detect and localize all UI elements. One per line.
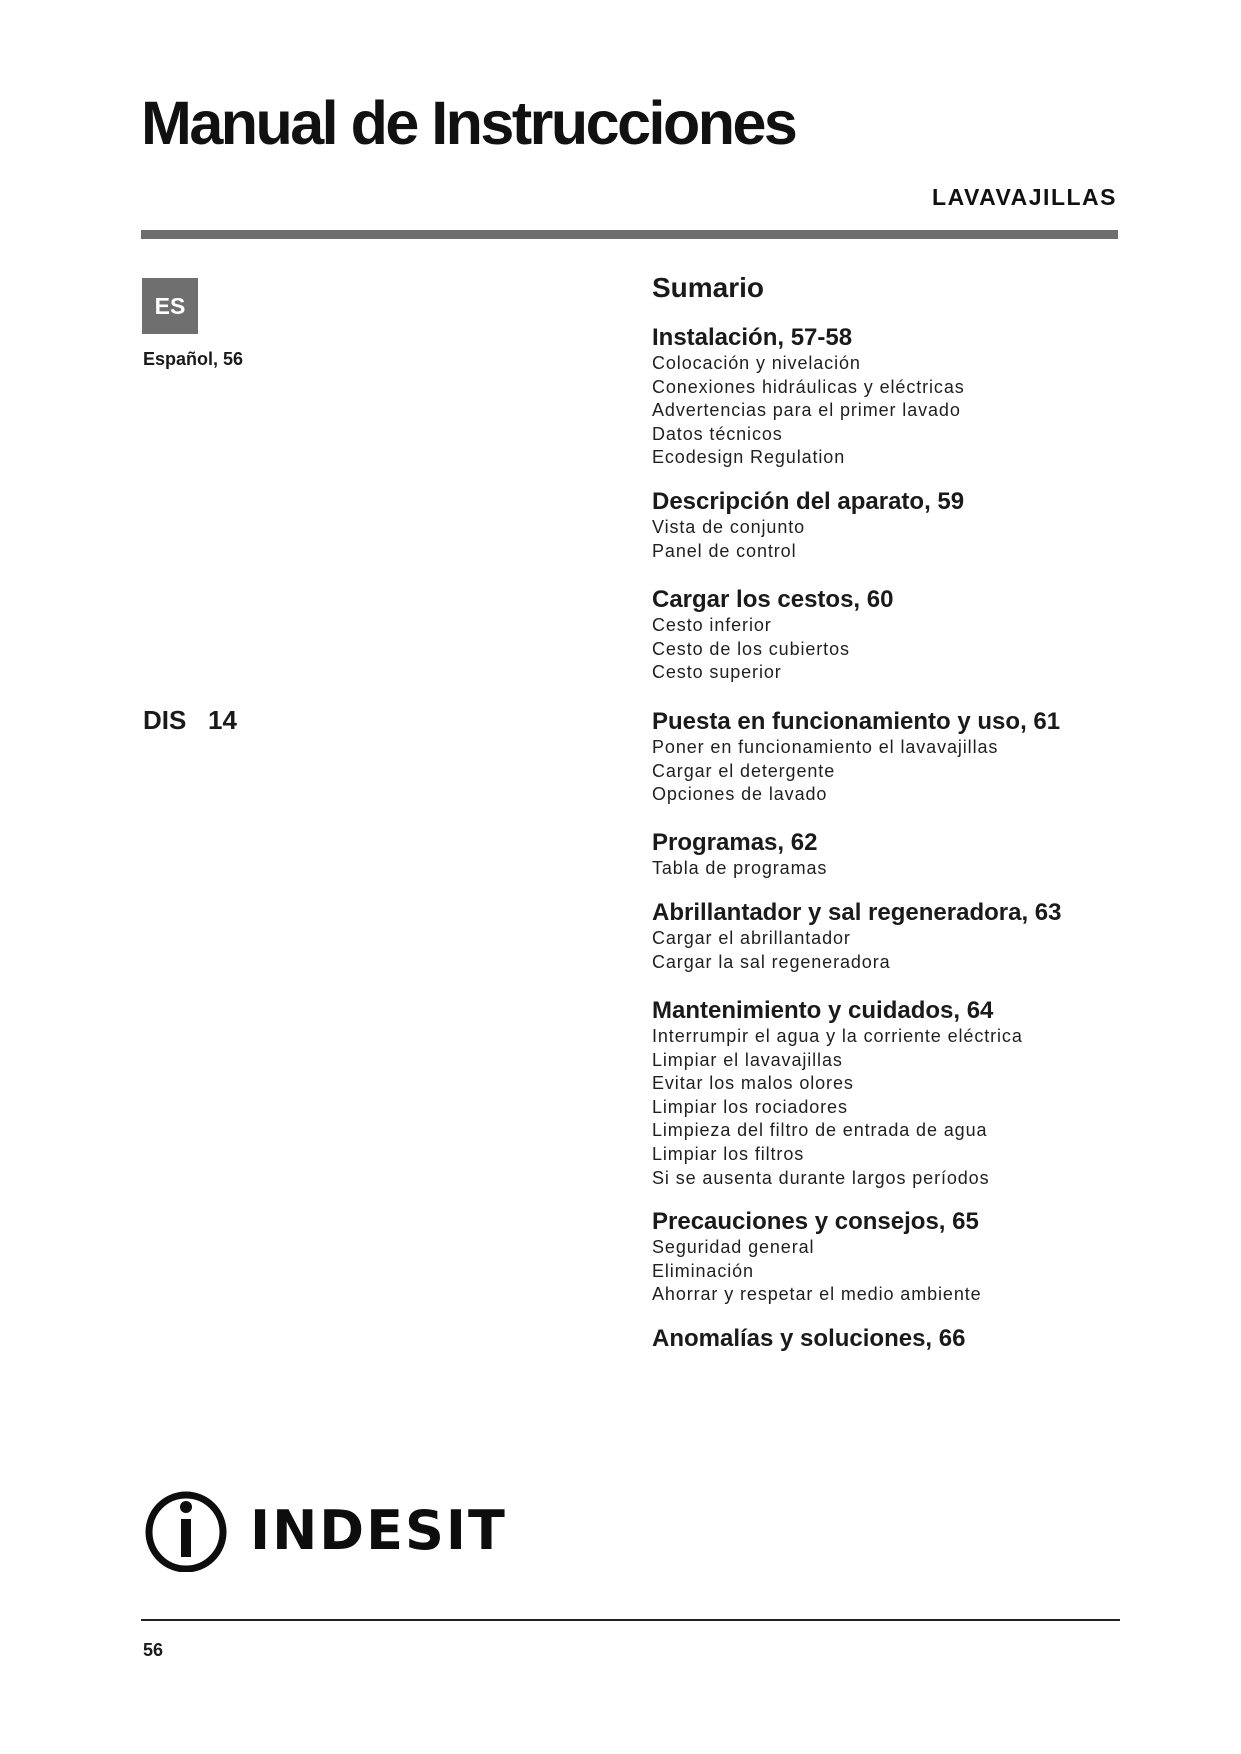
page-number: 56 [143, 1640, 164, 1660]
language-badge: ES [142, 278, 198, 334]
toc-item: Cargar el detergente [652, 760, 836, 781]
toc-section-title: Puesta en funcionamiento y uso, 61 [652, 708, 1061, 735]
toc-item: Panel de control [652, 540, 797, 561]
toc-item: Colocación y nivelación [652, 353, 861, 373]
toc-item: Vista de conjunto [652, 517, 806, 537]
toc-item: Limpiar los filtros [652, 1143, 805, 1164]
toc-section-title: Programas, 62 [652, 829, 818, 856]
brand-logo [142, 1488, 507, 1572]
toc-section-appliance-description [652, 488, 1172, 563]
toc-section-title: Abrillantador y sal regeneradora, 63 [652, 899, 1062, 926]
language-page-ref: Español, 56 [143, 349, 244, 369]
toc-item: Datos técnicos [652, 423, 783, 444]
toc-item: Ahorrar y respetar el medio ambiente [652, 1284, 982, 1305]
toc-item: Evitar los malos olores [652, 1073, 854, 1094]
toc-section-title: Mantenimiento y cuidados, 64 [652, 997, 994, 1024]
toc-heading: Sumario [652, 272, 765, 303]
toc-section-title: Descripción del aparato, 59 [652, 488, 965, 515]
toc-item: Cesto inferior [652, 615, 772, 635]
toc-item: Interrumpir el agua y la corriente eléctrica [652, 1026, 1023, 1046]
info-circle-icon [142, 1488, 244, 1572]
toc-section-programmes [652, 829, 1172, 881]
toc-section-title: Precauciones y consejos, 65 [652, 1208, 979, 1235]
toc-item: Seguridad general [652, 1237, 815, 1257]
toc-section-title: Anomalías y soluciones, 66 [652, 1325, 966, 1352]
model-number: DIS 14 [143, 705, 237, 735]
toc-item: Ecodesign Regulation [652, 447, 846, 468]
toc-section-installation [652, 324, 1172, 470]
toc-item: Eliminación [652, 1260, 754, 1281]
document-title: Manual de Instrucciones [141, 89, 796, 157]
toc-item: Limpiar los rociadores [652, 1096, 848, 1117]
toc-item: Cargar la sal regeneradora [652, 951, 891, 972]
toc-section-maintenance-and-care [652, 997, 1172, 1190]
footer-divider [141, 1619, 1120, 1621]
header-divider [141, 230, 1118, 239]
toc-item: Conexiones hidráulicas y eléctricas [652, 376, 965, 397]
brand-wordmark: INDESIT [250, 1499, 507, 1562]
toc-section-rinse-aid-and-salt [652, 899, 1172, 974]
toc-item: Limpieza del filtro de entrada de agua [652, 1120, 988, 1141]
toc-item: Limpiar el lavavajillas [652, 1049, 843, 1070]
toc-item: Si se ausenta durante largos períodos [652, 1167, 990, 1188]
product-type: LAVAVAJILLAS [932, 184, 1117, 210]
toc-section-troubleshooting [652, 1325, 1172, 1353]
toc-item: Poner en funcionamiento el lavavajillas [652, 737, 999, 757]
toc-section-title: Instalación, 57-58 [652, 324, 853, 351]
toc-section-title: Cargar los cestos, 60 [652, 586, 894, 613]
toc-section-precautions-and-advice [652, 1208, 1172, 1307]
toc-item: Advertencias para el primer lavado [652, 400, 961, 421]
toc-item: Cargar el abrillantador [652, 928, 851, 948]
toc-item: Opciones de lavado [652, 784, 828, 805]
toc-section-start-up-and-use [652, 708, 1172, 807]
toc-item: Cesto de los cubiertos [652, 638, 850, 659]
toc-section-loading-racks [652, 586, 1172, 685]
toc-item: Tabla de programas [652, 858, 828, 878]
toc-item: Cesto superior [652, 662, 782, 683]
